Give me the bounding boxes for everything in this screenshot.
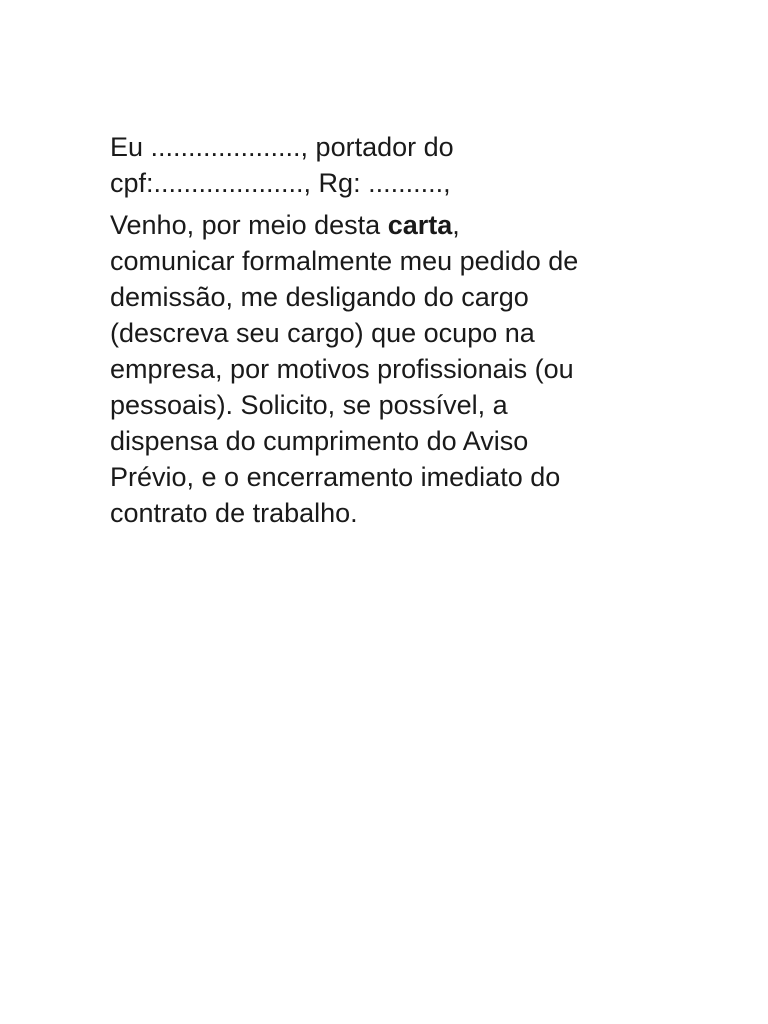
header-block (110, 129, 670, 201)
body-text-before: Venho, por meio desta (110, 210, 388, 240)
body-line-1 (110, 207, 670, 243)
body-line-6: pessoais). Solicito, se possível, a (110, 390, 508, 420)
body-line-7: dispensa do cumprimento do Aviso (110, 426, 529, 456)
body-text-after: , (452, 210, 460, 240)
identification-line-2: cpf:...................., Rg: .........., (110, 168, 451, 198)
body-line-9: contrato de trabalho. (110, 498, 358, 528)
body-line-2: comunicar formalmente meu pedido de (110, 246, 579, 276)
bold-word: carta (387, 210, 453, 240)
body-paragraph (110, 207, 670, 531)
body-line-8: Prévio, e o encerramento imediato do (110, 462, 561, 492)
document-page (110, 129, 670, 531)
body-line-5: empresa, por motivos profissionais (ou (110, 354, 574, 384)
identification-line-1: Eu ...................., portador do (110, 132, 454, 162)
body-line-4: (descreva seu cargo) que ocupo na (110, 318, 535, 348)
body-line-3: demissão, me desligando do cargo (110, 282, 529, 312)
